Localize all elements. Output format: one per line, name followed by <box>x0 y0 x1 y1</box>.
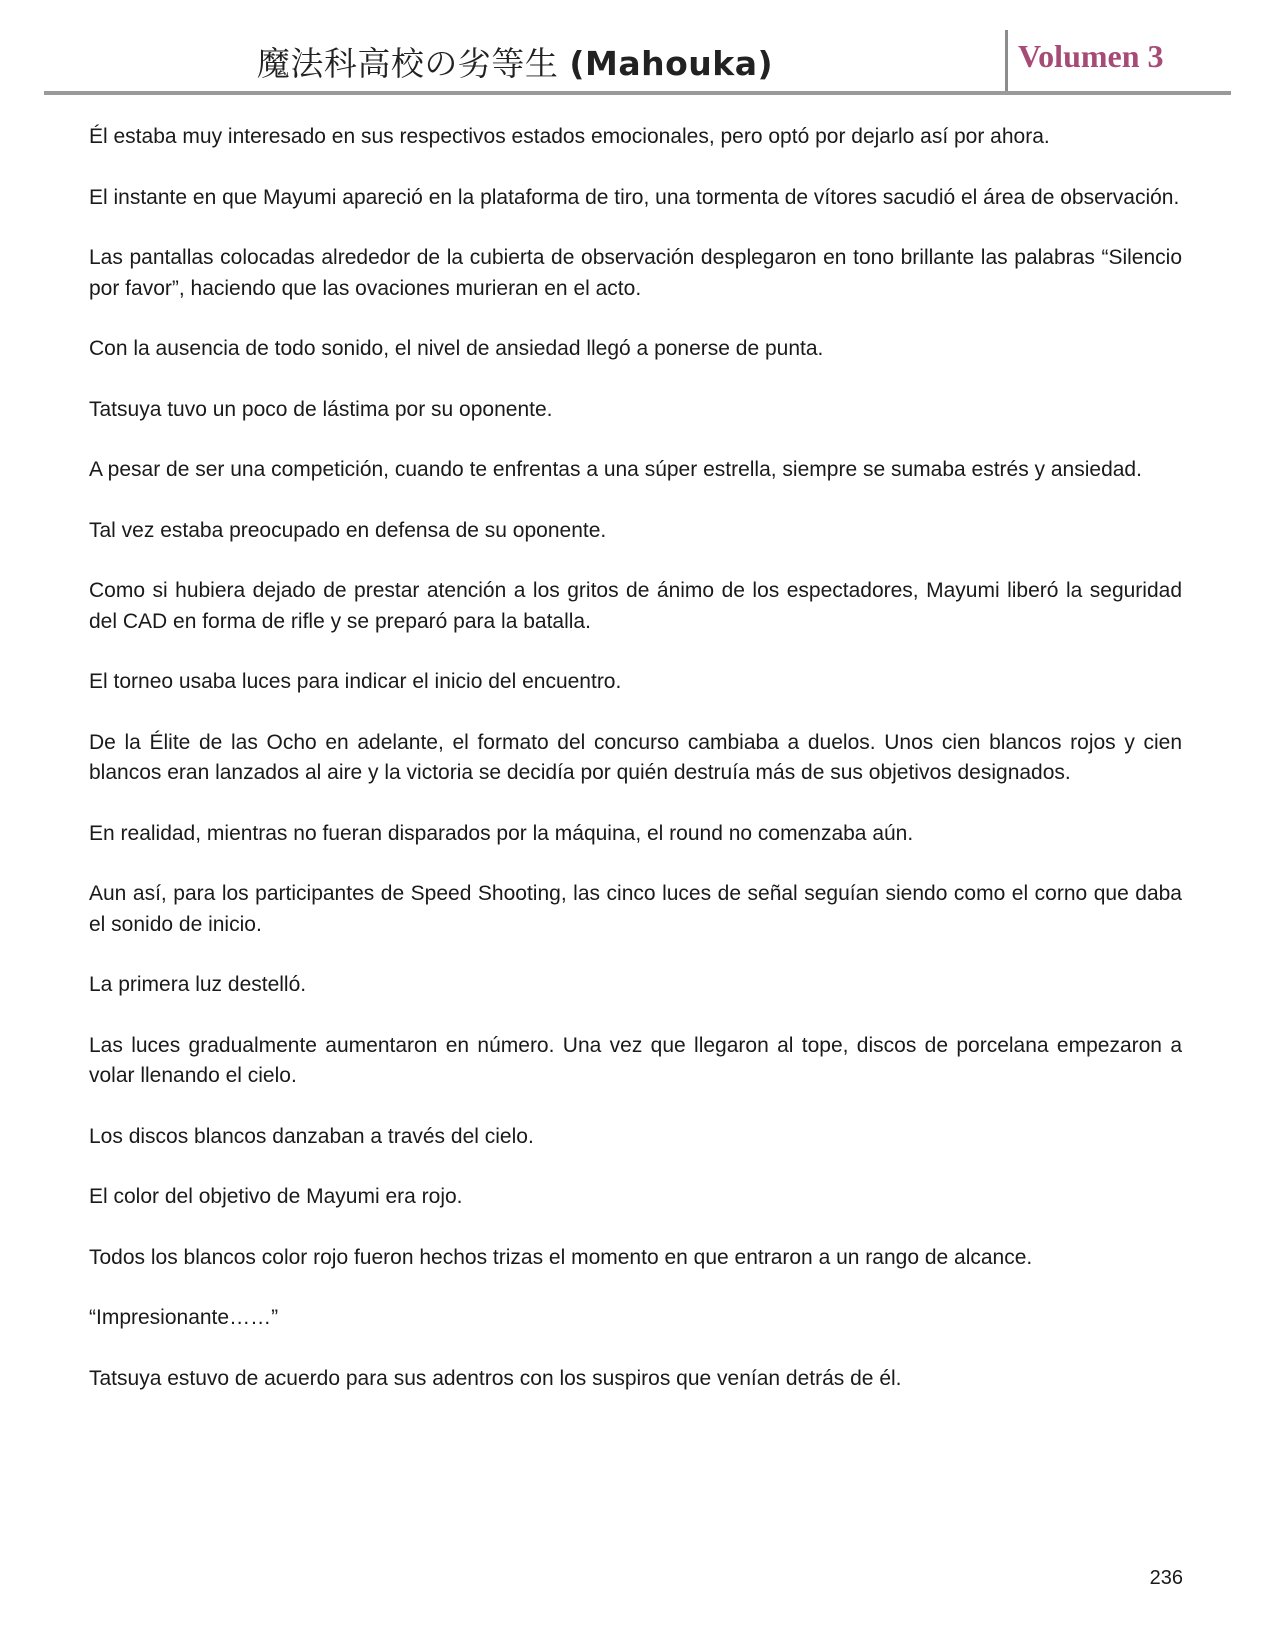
paragraph: A pesar de ser una competición, cuando te enfrentas a una súper estrella, siempre se sumaba estrés y ansiedad. <box>89 458 1142 481</box>
paragraph: Aun así, para los participantes de Speed Shooting, las cinco luces de señal seguían siendo como el corno que daba el sonido de inicio. <box>89 882 1182 936</box>
paragraph: Tatsuya estuvo de acuerdo para sus adentros con los suspiros que venían detrás de él. <box>89 1366 902 1390</box>
paragraph: El color del objetivo de Mayumi era rojo. <box>89 1185 463 1208</box>
book-title <box>0 38 1030 85</box>
page-body <box>89 122 1182 1424</box>
paragraph: Todos los blancos color rojo fueron hechos trizas el momento en que entraron a un rango de alcance. <box>89 1245 1033 1269</box>
paragraph: El instante en que Mayumi apareció en la plataforma de tiro, una tormenta de vítores sacudió el área de observación. <box>89 185 1180 209</box>
paragraph: Tatsuya tuvo un poco de lástima por su oponente. <box>89 397 553 421</box>
paragraph: De la Élite de las Ocho en adelante, el formato del concurso cambiaba a duelos. Unos cien blancos rojos y cien blancos eran lanzados al aire y la victoria se decidía por quién destruía más de sus objetivos designados. <box>89 730 1182 784</box>
book-title-latin: (Mahouka) <box>569 44 774 83</box>
volume-label: Volumen 3 <box>1018 38 1164 74</box>
paragraph: En realidad, mientras no fueran disparados por la máquina, el round no comenzaba aún. <box>89 821 914 845</box>
paragraph: “Impresionante……” <box>89 1306 279 1329</box>
paragraph: Como si hubiera dejado de prestar atención a los gritos de ánimo de los espectadores, Mayumi liberó la seguridad del CAD en forma de rifle y se preparó para la batalla. <box>89 579 1182 633</box>
page-header <box>0 0 1275 100</box>
page-number: 236 <box>1149 1567 1183 1589</box>
paragraph: Las pantallas colocadas alrededor de la cubierta de observación desplegaron en tono brillante las palabras “Silencio por favor”, haciendo que las ovaciones murieran en el acto. <box>89 246 1182 300</box>
paragraph: Las luces gradualmente aumentaron en número. Una vez que llegaron al tope, discos de porcelana empezaron a volar llenando el cielo. <box>89 1033 1182 1087</box>
paragraph: La primera luz destelló. <box>89 973 307 996</box>
paragraph: Con la ausencia de todo sonido, el nivel de ansiedad llegó a ponerse de punta. <box>89 337 824 360</box>
book-title-japanese: 魔法科高校の劣等生 <box>256 44 570 83</box>
header-vertical-divider <box>1005 30 1008 92</box>
paragraph: El torneo usaba luces para indicar el inicio del encuentro. <box>89 670 622 693</box>
paragraph: Él estaba muy interesado en sus respectivos estados emocionales, pero optó por dejarlo así por ahora. <box>89 125 1050 148</box>
paragraph: Los discos blancos danzaban a través del cielo. <box>89 1124 534 1148</box>
paragraph: Tal vez estaba preocupado en defensa de su oponente. <box>89 518 607 542</box>
header-horizontal-rule <box>44 91 1231 95</box>
